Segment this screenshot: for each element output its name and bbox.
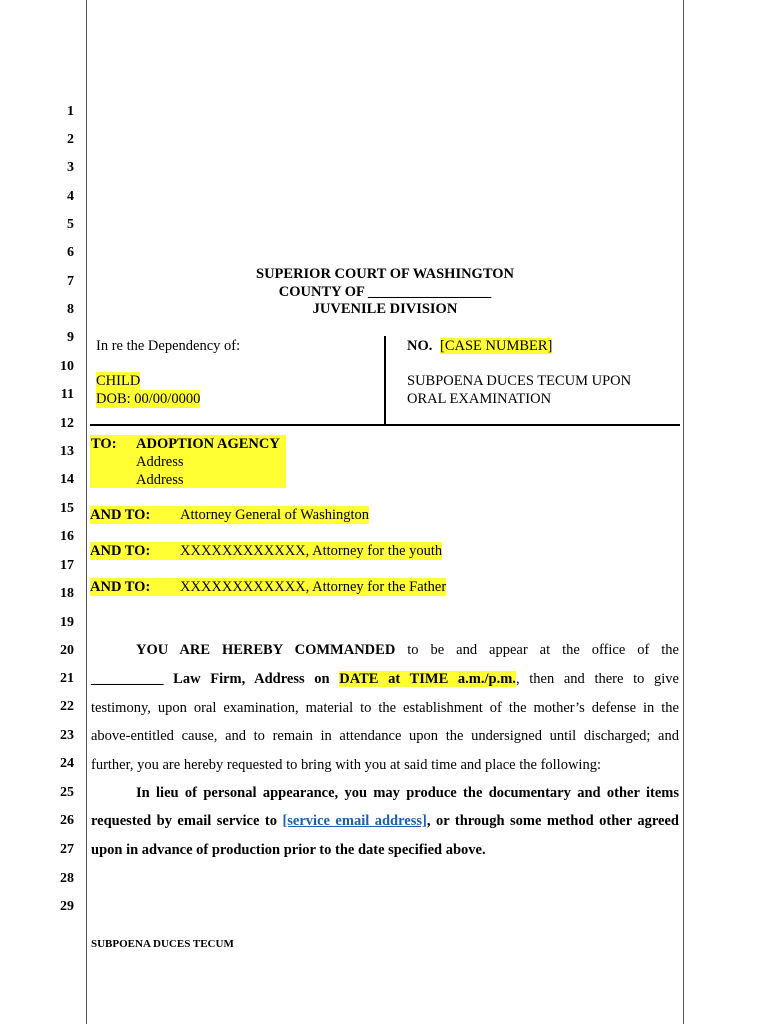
recipient-address-2: Address [136, 472, 184, 488]
body-line-22: testimony, upon oral examination, material to the establishment of the mother’s defense in the [91, 700, 679, 716]
body-line-23: above-entitled cause, and to remain in attendance upon the undersigned until discharged; and [91, 728, 679, 744]
body-text: requested by email service to [91, 813, 277, 829]
recipient-agency: ADOPTION AGENCY [136, 436, 280, 452]
line-number: 16 [60, 529, 74, 544]
line-number: 24 [60, 756, 74, 771]
line-number: 8 [67, 302, 74, 317]
case-number: [CASE NUMBER] [440, 338, 553, 354]
and-to-label: AND TO: [90, 579, 151, 595]
line-number: 25 [60, 785, 74, 800]
to-label: TO: [91, 436, 117, 452]
and-to-value: Attorney General of Washington [180, 507, 370, 523]
footer-title: SUBPOENA DUCES TECUM [91, 938, 234, 950]
line-number: 11 [60, 387, 74, 402]
line-number: 7 [67, 274, 74, 289]
line-number: 20 [60, 643, 74, 658]
line-number: 5 [67, 217, 74, 232]
line-number: 3 [67, 160, 74, 175]
and-to-label: AND TO: [90, 543, 151, 559]
command-phrase: YOU ARE HEREBY COMMANDED [136, 642, 396, 658]
left-margin-rule [86, 0, 87, 1024]
body-line-20 [91, 641, 679, 659]
case-no-label: NO. [407, 338, 433, 354]
recipient-address-1: Address [136, 454, 184, 470]
county-line: COUNTY OF _________________ [278, 284, 492, 300]
division-line: JUVENILE DIVISION [312, 301, 458, 317]
line-number: 6 [67, 245, 74, 260]
and-to-value: XXXXXXXXXXXX, Attorney for the youth [180, 543, 443, 559]
body-line-26 [91, 812, 679, 830]
line-number: 27 [60, 842, 74, 857]
in-re-label: In re the Dependency of: [96, 338, 241, 354]
line-number: 18 [60, 586, 74, 601]
body-text: , or through some method other agreed [426, 813, 679, 829]
caption-divider [384, 336, 386, 426]
court-name: SUPERIOR COURT OF WASHINGTON [256, 266, 514, 282]
child-dob: DOB: 00/00/0000 [96, 391, 201, 407]
line-number: 13 [60, 444, 74, 459]
body-line-21 [91, 670, 679, 688]
line-number: 26 [60, 813, 74, 828]
line-number: 23 [60, 728, 74, 743]
service-email-link[interactable]: [service email address] [282, 813, 427, 829]
line-number: 28 [60, 871, 74, 886]
and-to-row [90, 506, 369, 524]
body-line-27: upon in advance of production prior to the date specified above. [91, 842, 486, 858]
line-number: 29 [60, 899, 74, 914]
body-line-25: In lieu of personal appearance, you may produce the documentary and other items [136, 785, 679, 801]
line-number: 2 [67, 132, 74, 147]
line-number: 22 [60, 699, 74, 714]
and-to-row [90, 578, 446, 596]
and-to-label: AND TO: [90, 507, 151, 523]
line-number: 17 [60, 558, 74, 573]
body-line-24: further, you are hereby requested to bring with you at said time and place the following: [91, 757, 601, 773]
line-number: 19 [60, 615, 74, 630]
line-number: 1 [67, 104, 74, 119]
line-number: 4 [67, 189, 74, 204]
caption-bottom-rule [90, 424, 680, 426]
line-number: 9 [67, 330, 74, 345]
date-time-placeholder: DATE at TIME a.m./p.m. [339, 671, 516, 687]
line-number: 14 [60, 472, 74, 487]
document-title-line2: ORAL EXAMINATION [407, 391, 552, 407]
right-margin-rule [683, 0, 684, 1024]
child-name: CHILD [96, 373, 141, 389]
line-number: 15 [60, 501, 74, 516]
law-firm-address: __________ Law Firm, Address on [91, 671, 330, 687]
line-number: 10 [60, 359, 74, 374]
and-to-value: XXXXXXXXXXXX, Attorney for the Father [180, 579, 447, 595]
document-title-line1: SUBPOENA DUCES TECUM UPON [407, 373, 632, 389]
body-text: to be and appear at the office of the [407, 642, 679, 658]
line-number: 12 [60, 416, 74, 431]
body-text: , then and there to give [515, 671, 679, 687]
line-number: 21 [60, 671, 74, 686]
case-number-row [407, 337, 552, 355]
and-to-row [90, 542, 442, 560]
